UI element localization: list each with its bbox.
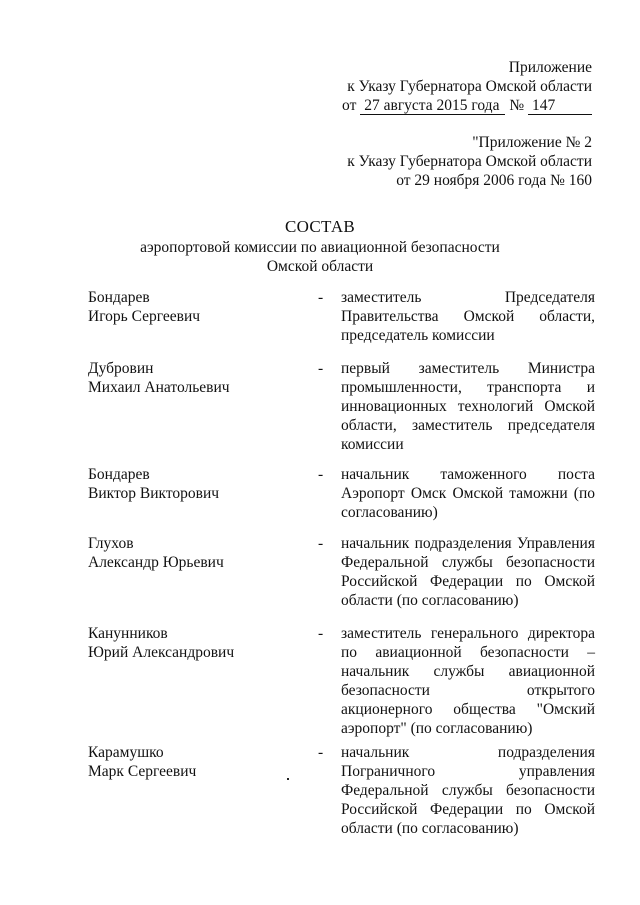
title-subtitle-2: Омской области [266,258,374,275]
prior-annex-reference: к Указу Губернатора Омской области [347,153,592,170]
title-main: СОСТАВ [284,217,356,236]
title-subtitle-1: аэропортовой комиссии по авиационной безопасности [140,239,500,256]
annex-number: 147 [528,98,592,115]
annex-header [342,58,592,115]
member-position: начальник подразделения Управления Федеральной службы безопасности Российской Федерации по Омской области (по согласованию) [341,535,595,609]
member-surname: Дубровин [88,360,154,377]
member-surname: Канунников [88,625,168,642]
member-surname: Бондарев [88,466,150,483]
member-dash: - [318,466,324,483]
annex-reference: к Указу Губернатора Омской области [347,78,592,95]
member-surname: Бондарев [88,289,150,306]
member-surname: Глухов [88,535,134,552]
prior-annex-date: от 29 ноября 2006 года № 160 [396,172,592,189]
member-name [88,465,219,503]
member-given-names: Михаил Анатольевич [88,379,230,396]
member-name [88,743,196,781]
member-dash: - [318,625,324,642]
annex-date-line [342,96,592,115]
annex-number-prefix: № [509,97,525,114]
member-name [88,534,224,572]
prior-annex-header [347,133,592,190]
annex-date: 27 августа 2015 года [360,98,505,115]
member-surname: Карамушко [88,744,164,761]
member-dash: - [318,289,324,306]
member-position: заместитель генерального директора по авиационной безопасности – начальник службы авиационной безопасности открытого акционерного общества "Омский аэропорт" (по согласованию) [341,625,595,737]
scan-speck [287,778,289,780]
member-dash: - [318,360,324,377]
member-dash: - [318,744,324,761]
prior-annex-title: "Приложение № 2 [472,134,592,151]
member-position: начальник подразделения Пограничного управления Федеральной службы безопасности Российской Федерации по Омской области (по согласованию) [341,744,595,837]
member-name [88,359,230,397]
member-position: начальник таможенного поста Аэропорт Омск Омской таможни (по согласованию) [341,466,595,521]
member-given-names: Игорь Сергеевич [88,308,201,325]
member-name [88,624,234,662]
member-position: заместитель Председателя Правительства Омской области, председатель комиссии [341,289,595,344]
member-position: первый заместитель Министра промышленности, транспорта и инновационных технологий Омской области, заместитель председателя комиссии [341,360,595,453]
member-given-names: Марк Сергеевич [88,763,197,780]
member-given-names: Юрий Александрович [88,644,235,661]
member-given-names: Виктор Викторович [88,485,220,502]
member-dash: - [318,535,324,552]
member-given-names: Александр Юрьевич [88,554,224,571]
member-name [88,288,200,326]
annex-title: Приложение [508,59,592,76]
annex-date-prefix: от [342,97,357,114]
document-title [0,216,640,276]
